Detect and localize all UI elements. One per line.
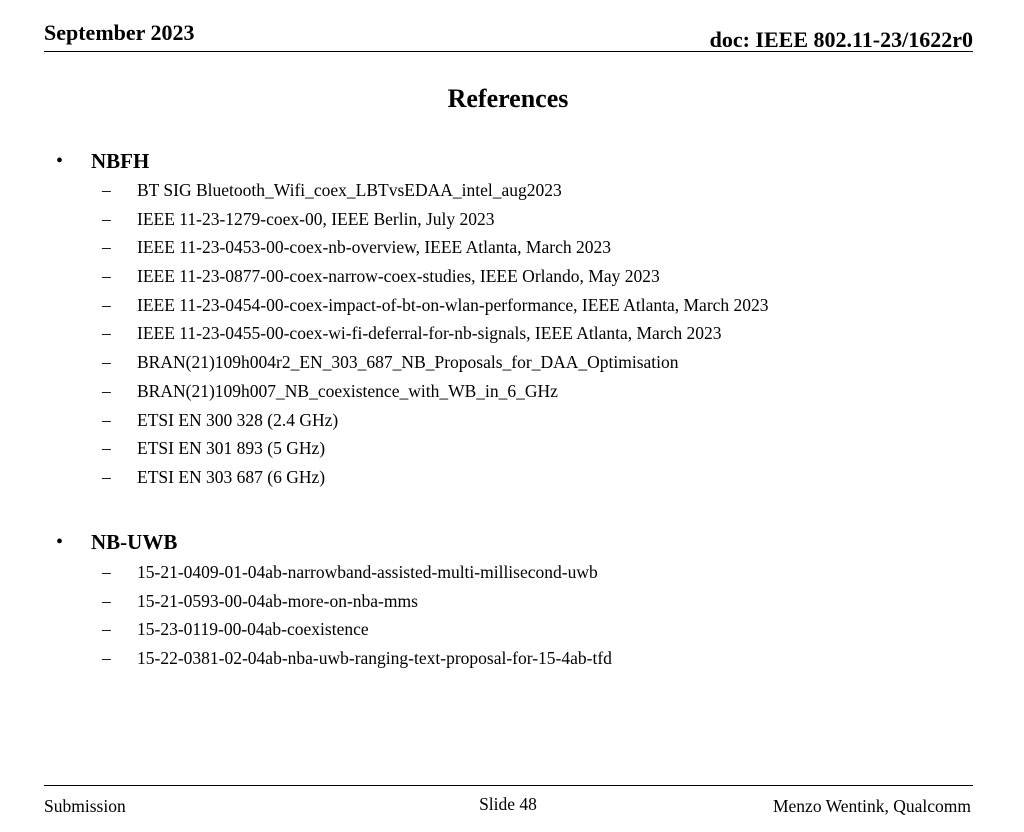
dash-marker: – [102, 208, 111, 229]
header-doc-id: doc: IEEE 802.11-23/1622r0 [709, 27, 973, 52]
header-divider [44, 51, 973, 52]
reference-text: IEEE 11-23-0455-00-coex-wi-fi-deferral-for-nb-signals, IEEE Atlanta, March 2023 [137, 323, 722, 344]
reference-text: 15-22-0381-02-04ab-nba-uwb-ranging-text-proposal-for-15-4ab-tfd [137, 648, 612, 669]
dash-marker: – [102, 590, 111, 611]
reference-text: ETSI EN 300 328 (2.4 GHz) [137, 409, 339, 430]
footer-slide-number: Slide 48 [479, 794, 537, 814]
reference-text: BT SIG Bluetooth_Wifi_coex_LBTvsEDAA_intel_aug2023 [137, 180, 562, 200]
reference-text: IEEE 11-23-1279-coex-00, IEEE Berlin, July 2023 [137, 208, 495, 229]
dash-marker: – [102, 438, 111, 459]
section-bullet: • [56, 531, 64, 553]
reference-text: BRAN(21)109h007_NB_coexistence_with_WB_in_6_GHz [137, 380, 558, 401]
slide-title: References [447, 84, 569, 113]
dash-marker: – [102, 466, 111, 487]
footer-author: Menzo Wentink, Qualcomm [772, 796, 971, 816]
dash-marker: – [102, 352, 111, 373]
reference-text: IEEE 11-23-0877-00-coex-narrow-coex-studies, IEEE Orlando, May 2023 [137, 266, 660, 287]
reference-text: ETSI EN 303 687 (6 GHz) [137, 466, 326, 487]
dash-marker: – [102, 266, 111, 287]
footer-divider [44, 785, 973, 786]
section-bullet: • [56, 150, 64, 172]
dash-marker: – [102, 409, 111, 430]
dash-marker: – [102, 562, 111, 582]
reference-text: 15-21-0593-00-04ab-more-on-nba-mms [137, 590, 418, 611]
header-date: September 2023 [44, 20, 195, 45]
dash-marker: – [102, 180, 111, 200]
reference-text: 15-23-0119-00-04ab-coexistence [137, 619, 369, 640]
section-title-nbfh: NBFH [91, 149, 150, 173]
dash-marker: – [102, 380, 111, 401]
dash-marker: – [102, 294, 111, 315]
reference-text: 15-21-0409-01-04ab-narrowband-assisted-multi-millisecond-uwb [137, 562, 598, 582]
reference-text: IEEE 11-23-0453-00-coex-nb-overview, IEEE Atlanta, March 2023 [137, 237, 611, 258]
dash-marker: – [102, 648, 111, 669]
footer-submission: Submission [44, 796, 126, 816]
dash-marker: – [102, 619, 111, 640]
reference-text: ETSI EN 301 893 (5 GHz) [137, 438, 326, 459]
dash-marker: – [102, 323, 111, 344]
section-title-nb-uwb: NB-UWB [91, 530, 178, 554]
dash-marker: – [102, 237, 111, 258]
reference-text: IEEE 11-23-0454-00-coex-impact-of-bt-on-wlan-performance, IEEE Atlanta, March 2023 [137, 294, 769, 315]
reference-text: BRAN(21)109h004r2_EN_303_687_NB_Proposals_for_DAA_Optimisation [137, 352, 679, 373]
